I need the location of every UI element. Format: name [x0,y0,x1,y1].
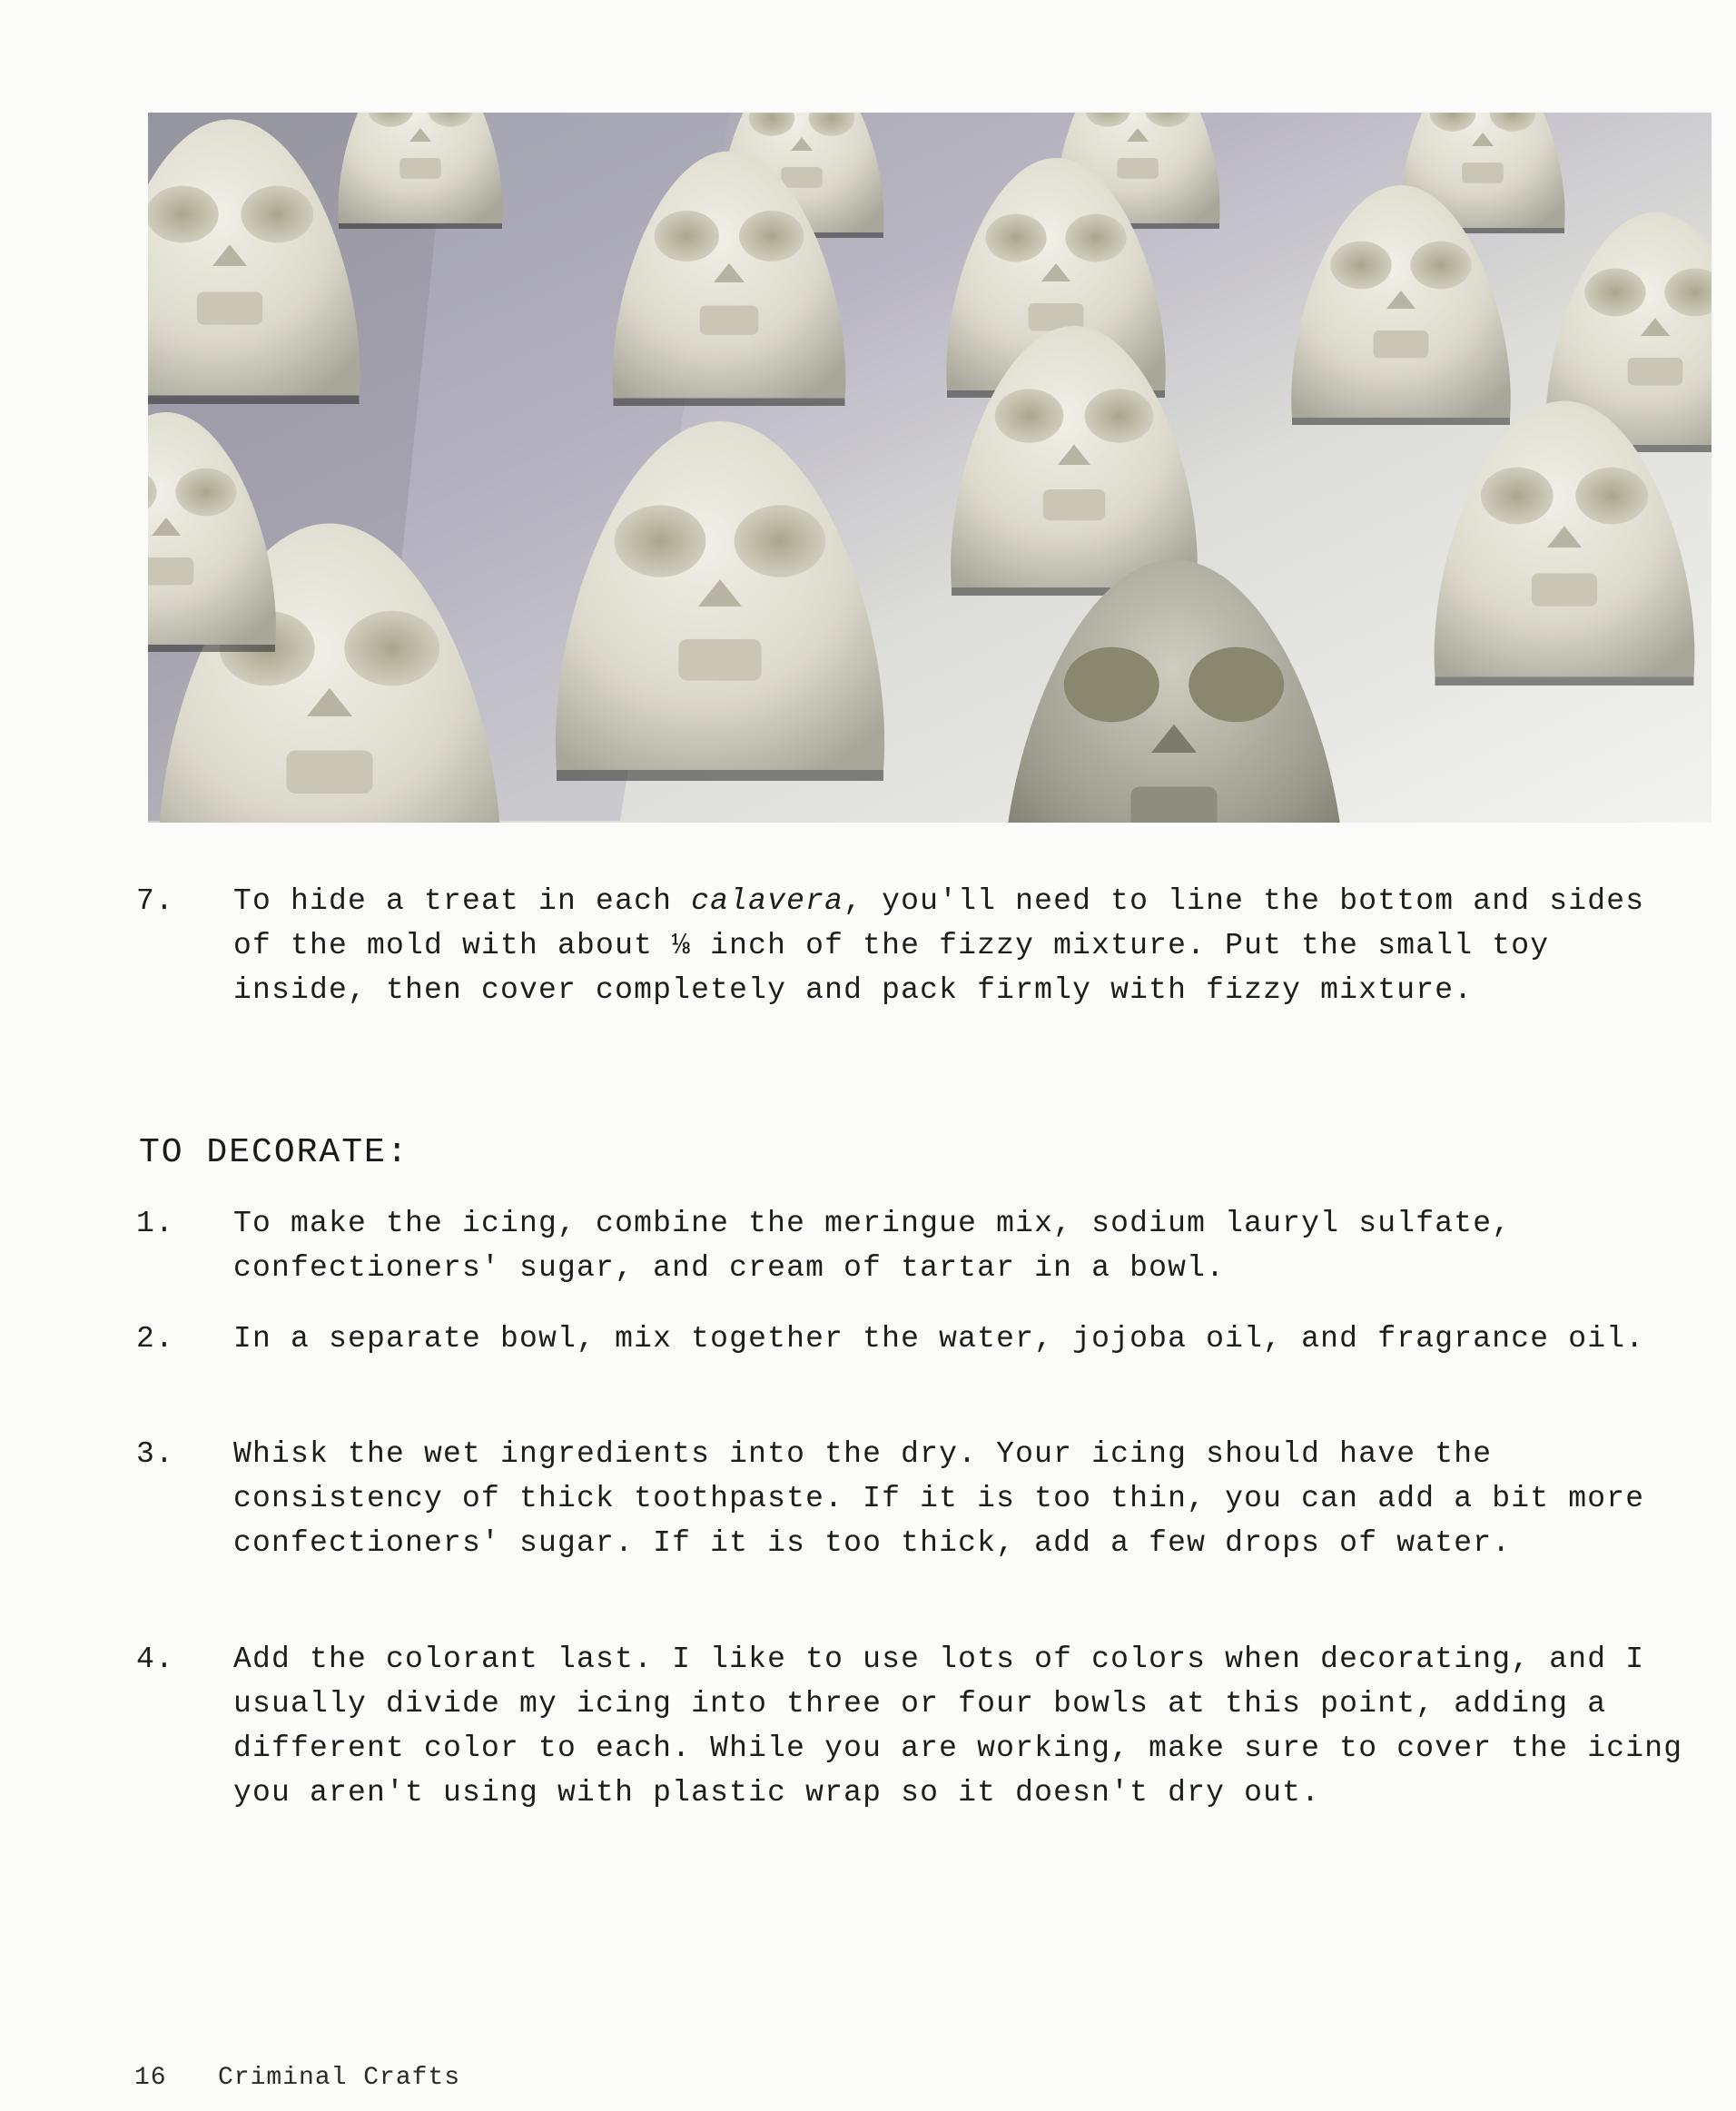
page-footer [134,2064,460,2092]
step-text: To make the icing, combine the meringue mix, sodium lauryl sulfate, confectioners' sugar, and cream of tartar in a bowl. [233,1207,1512,1285]
step-text-part: To hide a treat in each [233,884,692,918]
step-number: 4. [136,1642,175,1676]
section-heading: TO DECORATE: [139,1133,409,1172]
step-number: 1. [136,1207,175,1240]
skull-bath-bombs-photo [148,113,1711,823]
step-text-part: , you'll need to line the bottom and sides of the mold with about ⅛ inch of the fizzy mixture. Put the small toy inside, then cover completely and pack firmly with fizzy mixture. [233,884,1645,1007]
step-text [233,879,1686,1012]
skull-photo-illustration [148,113,1711,823]
instruction-step-7 [136,879,1662,1012]
decorate-step-1 [136,1201,1662,1290]
decorate-step-2 [136,1317,1662,1361]
decorate-step-4 [136,1637,1683,1815]
step-text: Whisk the wet ingredients into the dry. Your icing should have the consistency of thick toothpaste. If it is too thin, you can add a bit more confectioners' sugar. If it is too thick, add a few drops of water. [233,1437,1645,1560]
book-title: Criminal Crafts [218,2064,461,2092]
step-number: 3. [136,1437,175,1471]
step-number: 7. [136,884,175,918]
decorate-step-3 [136,1432,1662,1565]
step-text-emphasis: calavera [691,884,844,918]
step-number: 2. [136,1322,175,1356]
step-text: Add the colorant last. I like to use lots of colors when decorating, and I usually divide my icing into three or four bowls at this point, adding a different color to each. While you are working, make sure to cover the icing you aren't using with plastic wrap so it doesn't dry out. [233,1642,1683,1810]
step-text: In a separate bowl, mix together the water, jojoba oil, and fragrance oil. [233,1322,1645,1356]
page-number: 16 [134,2064,167,2092]
